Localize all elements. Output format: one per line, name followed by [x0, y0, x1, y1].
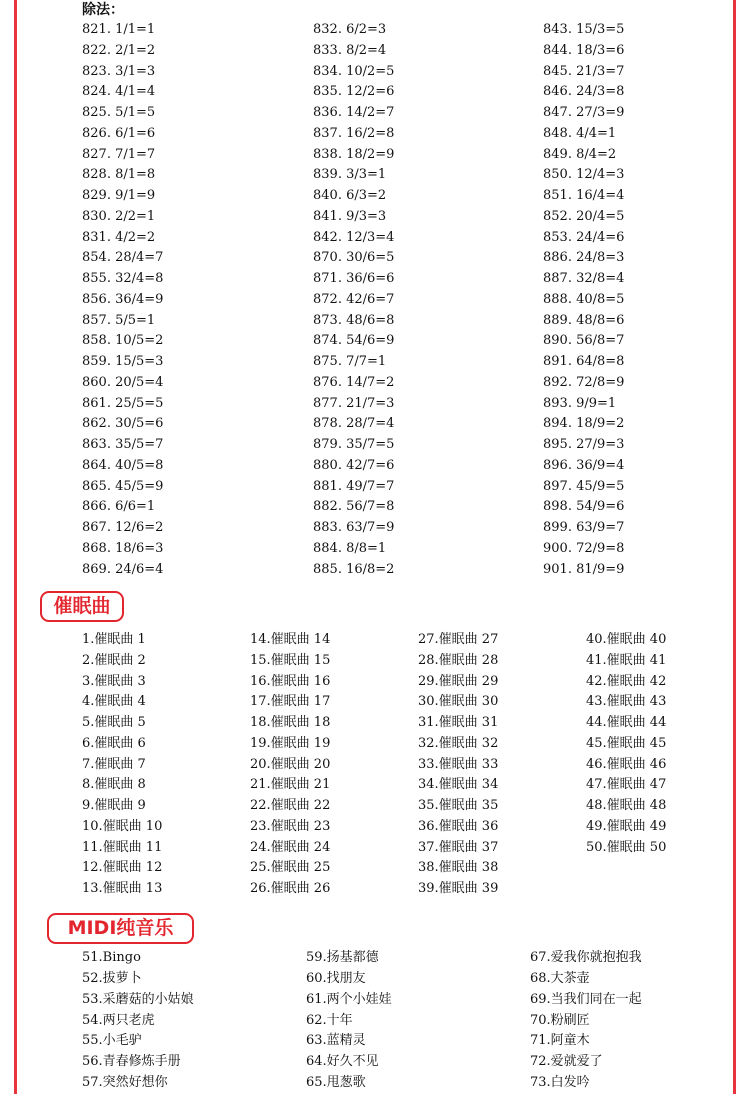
- midi-track-link[interactable]: 72.爱就爱了: [530, 1054, 603, 1070]
- division-problem: 879. 35/7=5: [313, 437, 395, 452]
- lullaby-link[interactable]: 46.催眠曲 46: [586, 756, 667, 772]
- division-column-2: [313, 20, 513, 580]
- lullaby-link[interactable]: 2.催眠曲 2: [82, 652, 146, 668]
- lullaby-link[interactable]: 20.催眠曲 20: [250, 756, 331, 772]
- lullaby-link[interactable]: 11.催眠曲 11: [82, 839, 163, 855]
- lullaby-link[interactable]: 13.催眠曲 13: [82, 881, 163, 896]
- division-problem: 855. 32/4=8: [82, 271, 164, 286]
- lullaby-link[interactable]: 48.催眠曲 48: [586, 798, 667, 813]
- midi-track-link[interactable]: 73.白发吟: [530, 1075, 590, 1091]
- lullaby-link[interactable]: 42.催眠曲 42: [586, 673, 667, 689]
- lullaby-link[interactable]: 15.催眠曲 15: [250, 652, 331, 668]
- division-problem: 894. 18/9=2: [543, 416, 625, 432]
- midi-track-link[interactable]: 57.突然好想你: [82, 1075, 168, 1091]
- midi-track-link[interactable]: 60.找朋友: [306, 970, 366, 986]
- division-problem: 836. 14/2=7: [313, 105, 395, 120]
- division-problem: 896. 36/9=4: [543, 457, 625, 473]
- division-problem: 869. 24/6=4: [82, 561, 164, 577]
- division-problem: 870. 30/6=5: [313, 250, 395, 266]
- lullaby-link[interactable]: 39.催眠曲 39: [418, 881, 499, 896]
- midi-track-link[interactable]: 65.甩葱歌: [306, 1075, 366, 1091]
- midi-track-link[interactable]: 62.十年: [306, 1012, 353, 1028]
- lullaby-link[interactable]: 5.催眠曲 5: [82, 715, 146, 730]
- division-problem: 849. 8/4=2: [543, 146, 617, 162]
- division-problem: 897. 45/9=5: [543, 478, 625, 494]
- division-problem: 841. 9/3=3: [313, 208, 387, 224]
- division-problem: 835. 12/2=6: [313, 84, 395, 100]
- left-red-border: [14, 0, 17, 1094]
- midi-track-link[interactable]: 64.好久不见: [306, 1054, 379, 1070]
- division-problem: 865. 45/5=9: [82, 478, 164, 494]
- lullaby-link[interactable]: 37.催眠曲 37: [418, 839, 499, 855]
- division-problem: 853. 24/4=6: [543, 229, 625, 245]
- division-problem: 872. 42/6=7: [313, 291, 395, 307]
- lullaby-link[interactable]: 21.催眠曲 21: [250, 777, 331, 793]
- midi-track-link[interactable]: 54.两只老虎: [82, 1012, 155, 1028]
- lullaby-link[interactable]: 49.催眠曲 49: [586, 818, 667, 834]
- midi-track-link[interactable]: 61.两个小娃娃: [306, 991, 392, 1007]
- midi-section-heading: MIDI纯音乐: [47, 913, 194, 944]
- midi-track-link[interactable]: 70.粉刷匠: [530, 1012, 590, 1028]
- lullaby-column-2: [250, 630, 410, 900]
- lullaby-link[interactable]: 1.催眠曲 1: [82, 632, 146, 647]
- lullaby-link[interactable]: 23.催眠曲 23: [250, 818, 331, 834]
- division-problem: 898. 54/9=6: [543, 499, 625, 515]
- division-problem: 823. 3/1=3: [82, 63, 156, 79]
- lullaby-link[interactable]: 43.催眠曲 43: [586, 694, 667, 710]
- division-problem: 834. 10/2=5: [313, 63, 395, 79]
- division-problem: 826. 6/1=6: [82, 125, 156, 141]
- division-problem: 860. 20/5=4: [82, 374, 164, 390]
- midi-track-link[interactable]: 67.爱我你就抱抱我: [530, 950, 642, 965]
- division-problem: 824. 4/1=4: [82, 84, 156, 100]
- division-problem: 856. 36/4=9: [82, 291, 164, 307]
- lullaby-link[interactable]: 7.催眠曲 7: [82, 756, 146, 772]
- lullaby-link[interactable]: 50.催眠曲 50: [586, 839, 667, 855]
- division-problem: 874. 54/6=9: [313, 333, 395, 349]
- lullaby-link[interactable]: 14.催眠曲 14: [250, 632, 331, 647]
- division-problem: 862. 30/5=6: [82, 416, 164, 432]
- division-problem: 873. 48/6=8: [313, 312, 395, 328]
- division-problem: 886. 24/8=3: [543, 250, 625, 266]
- division-problem: 858. 10/5=2: [82, 333, 164, 349]
- division-problem: 843. 15/3=5: [543, 22, 625, 37]
- division-problem: 839. 3/3=1: [313, 167, 387, 183]
- division-problem: 845. 21/3=7: [543, 63, 625, 79]
- lullaby-link[interactable]: 10.催眠曲 10: [82, 818, 163, 834]
- division-problem: 857. 5/5=1: [82, 312, 156, 328]
- lullaby-link[interactable]: 12.催眠曲 12: [82, 860, 163, 876]
- lullaby-link[interactable]: 4.催眠曲 4: [82, 694, 146, 710]
- lullaby-link[interactable]: 18.催眠曲 18: [250, 715, 331, 730]
- division-problem: 878. 28/7=4: [313, 416, 395, 432]
- midi-track-link[interactable]: 55.小毛驴: [82, 1033, 142, 1049]
- division-problem: 837. 16/2=8: [313, 125, 395, 141]
- division-column-1: [82, 20, 282, 580]
- division-problem: 891. 64/8=8: [543, 354, 625, 369]
- lullaby-link[interactable]: 19.催眠曲 19: [250, 735, 331, 751]
- division-problem: 861. 25/5=5: [82, 395, 164, 411]
- division-problem: 876. 14/7=2: [313, 374, 395, 390]
- lullaby-column-1: [82, 630, 242, 900]
- midi-column-1: [82, 948, 302, 1094]
- division-problem: 884. 8/8=1: [313, 540, 387, 556]
- lullaby-link[interactable]: 6.催眠曲 6: [82, 735, 146, 751]
- lullaby-link[interactable]: 41.催眠曲 41: [586, 652, 667, 668]
- lullaby-link[interactable]: 27.催眠曲 27: [418, 632, 499, 647]
- midi-track-link[interactable]: 68.大茶壶: [530, 970, 590, 986]
- midi-track-link[interactable]: 53.采蘑菇的小姑娘: [82, 991, 194, 1007]
- division-problem: 888. 40/8=5: [543, 291, 625, 307]
- division-problem: 900. 72/9=8: [543, 540, 625, 556]
- division-problem: 851. 16/4=4: [543, 188, 625, 203]
- division-problem: 901. 81/9=9: [543, 561, 625, 577]
- midi-column-3: [530, 948, 750, 1094]
- division-problem: 882. 56/7=8: [313, 499, 395, 515]
- division-problem: 842. 12/3=4: [313, 229, 395, 245]
- lullaby-link[interactable]: 34.催眠曲 34: [418, 777, 499, 793]
- division-problem: 852. 20/4=5: [543, 208, 625, 224]
- division-problem: 844. 18/3=6: [543, 42, 625, 58]
- division-problem: 831. 4/2=2: [82, 229, 156, 245]
- lullaby-link[interactable]: 16.催眠曲 16: [250, 673, 331, 689]
- division-problem: 822. 2/1=2: [82, 42, 156, 58]
- lullaby-column-4: [586, 630, 746, 858]
- division-problem: 821. 1/1=1: [82, 22, 156, 37]
- midi-track-link[interactable]: 69.当我们同在一起: [530, 991, 642, 1007]
- midi-track-link[interactable]: 52.拔萝卜: [82, 970, 142, 986]
- division-problem: 875. 7/7=1: [313, 354, 387, 369]
- division-problem: 848. 4/4=1: [543, 125, 617, 141]
- division-problem: 885. 16/8=2: [313, 561, 395, 577]
- division-problem: 893. 9/9=1: [543, 395, 617, 411]
- division-problem: 840. 6/3=2: [313, 188, 387, 203]
- lullaby-link[interactable]: 9.催眠曲 9: [82, 798, 146, 813]
- division-problem: 854. 28/4=7: [82, 250, 164, 266]
- lullaby-link[interactable]: 3.催眠曲 3: [82, 673, 146, 689]
- midi-track-link[interactable]: 59.扬基都德: [306, 950, 379, 965]
- midi-track-link[interactable]: 63.蓝精灵: [306, 1033, 366, 1049]
- lullaby-link[interactable]: 31.催眠曲 31: [418, 715, 499, 730]
- division-problem: 883. 63/7=9: [313, 520, 395, 535]
- division-problem: 838. 18/2=9: [313, 146, 395, 162]
- lullaby-link[interactable]: 8.催眠曲 8: [82, 777, 146, 793]
- midi-track-link[interactable]: 51.Bingo: [82, 950, 141, 965]
- lullaby-link[interactable]: 36.催眠曲 36: [418, 818, 499, 834]
- division-problem: 892. 72/8=9: [543, 374, 625, 390]
- division-problem: 890. 56/8=7: [543, 333, 625, 349]
- division-problem: 830. 2/2=1: [82, 208, 156, 224]
- division-problem: 877. 21/7=3: [313, 395, 395, 411]
- division-problem: 850. 12/4=3: [543, 167, 625, 183]
- lullaby-link[interactable]: 44.催眠曲 44: [586, 715, 667, 730]
- lullaby-link[interactable]: 26.催眠曲 26: [250, 881, 331, 896]
- lullaby-link[interactable]: 25.催眠曲 25: [250, 860, 331, 876]
- division-problem: 895. 27/9=3: [543, 437, 625, 452]
- division-problem: 825. 5/1=5: [82, 105, 156, 120]
- division-problem: 828. 8/1=8: [82, 167, 156, 183]
- lullaby-section-heading: 催眠曲: [40, 591, 124, 622]
- lullaby-column-3: [418, 630, 578, 900]
- lullaby-link[interactable]: 32.催眠曲 32: [418, 735, 499, 751]
- division-problem: 867. 12/6=2: [82, 520, 164, 535]
- division-problem: 846. 24/3=8: [543, 84, 625, 100]
- division-problem: 899. 63/9=7: [543, 520, 625, 535]
- division-problem: 864. 40/5=8: [82, 457, 164, 473]
- lullaby-link[interactable]: 33.催眠曲 33: [418, 756, 499, 772]
- lullaby-link[interactable]: 40.催眠曲 40: [586, 632, 667, 647]
- division-problem: 880. 42/7=6: [313, 457, 395, 473]
- division-problem: 829. 9/1=9: [82, 188, 156, 203]
- division-problem: 847. 27/3=9: [543, 105, 625, 120]
- lullaby-link[interactable]: 45.催眠曲 45: [586, 735, 667, 751]
- division-problem: 889. 48/8=6: [543, 312, 625, 328]
- division-problem: 881. 49/7=7: [313, 478, 395, 494]
- midi-track-link[interactable]: 56.青春修炼手册: [82, 1054, 181, 1070]
- lullaby-link[interactable]: 22.催眠曲 22: [250, 798, 331, 813]
- midi-column-2: [306, 948, 526, 1094]
- lullaby-link[interactable]: 47.催眠曲 47: [586, 777, 667, 793]
- lullaby-link[interactable]: 24.催眠曲 24: [250, 839, 331, 855]
- division-problem: 859. 15/5=3: [82, 354, 164, 369]
- lullaby-link[interactable]: 29.催眠曲 29: [418, 673, 499, 689]
- lullaby-link[interactable]: 38.催眠曲 38: [418, 860, 499, 876]
- division-problem: 887. 32/8=4: [543, 271, 625, 286]
- division-title: 除法：: [82, 2, 124, 18]
- division-column-3: [543, 20, 743, 580]
- division-problem: 871. 36/6=6: [313, 271, 395, 286]
- lullaby-link[interactable]: 28.催眠曲 28: [418, 652, 499, 668]
- midi-track-link[interactable]: 71.阿童木: [530, 1033, 590, 1049]
- division-problem: 868. 18/6=3: [82, 540, 164, 556]
- lullaby-link[interactable]: 35.催眠曲 35: [418, 798, 499, 813]
- division-problem: 832. 6/2=3: [313, 22, 387, 37]
- division-problem: 863. 35/5=7: [82, 437, 164, 452]
- division-problem: 827. 7/1=7: [82, 146, 156, 162]
- division-problem: 833. 8/2=4: [313, 42, 387, 58]
- lullaby-link[interactable]: 30.催眠曲 30: [418, 694, 499, 710]
- division-problem: 866. 6/6=1: [82, 499, 156, 515]
- lullaby-link[interactable]: 17.催眠曲 17: [250, 694, 331, 710]
